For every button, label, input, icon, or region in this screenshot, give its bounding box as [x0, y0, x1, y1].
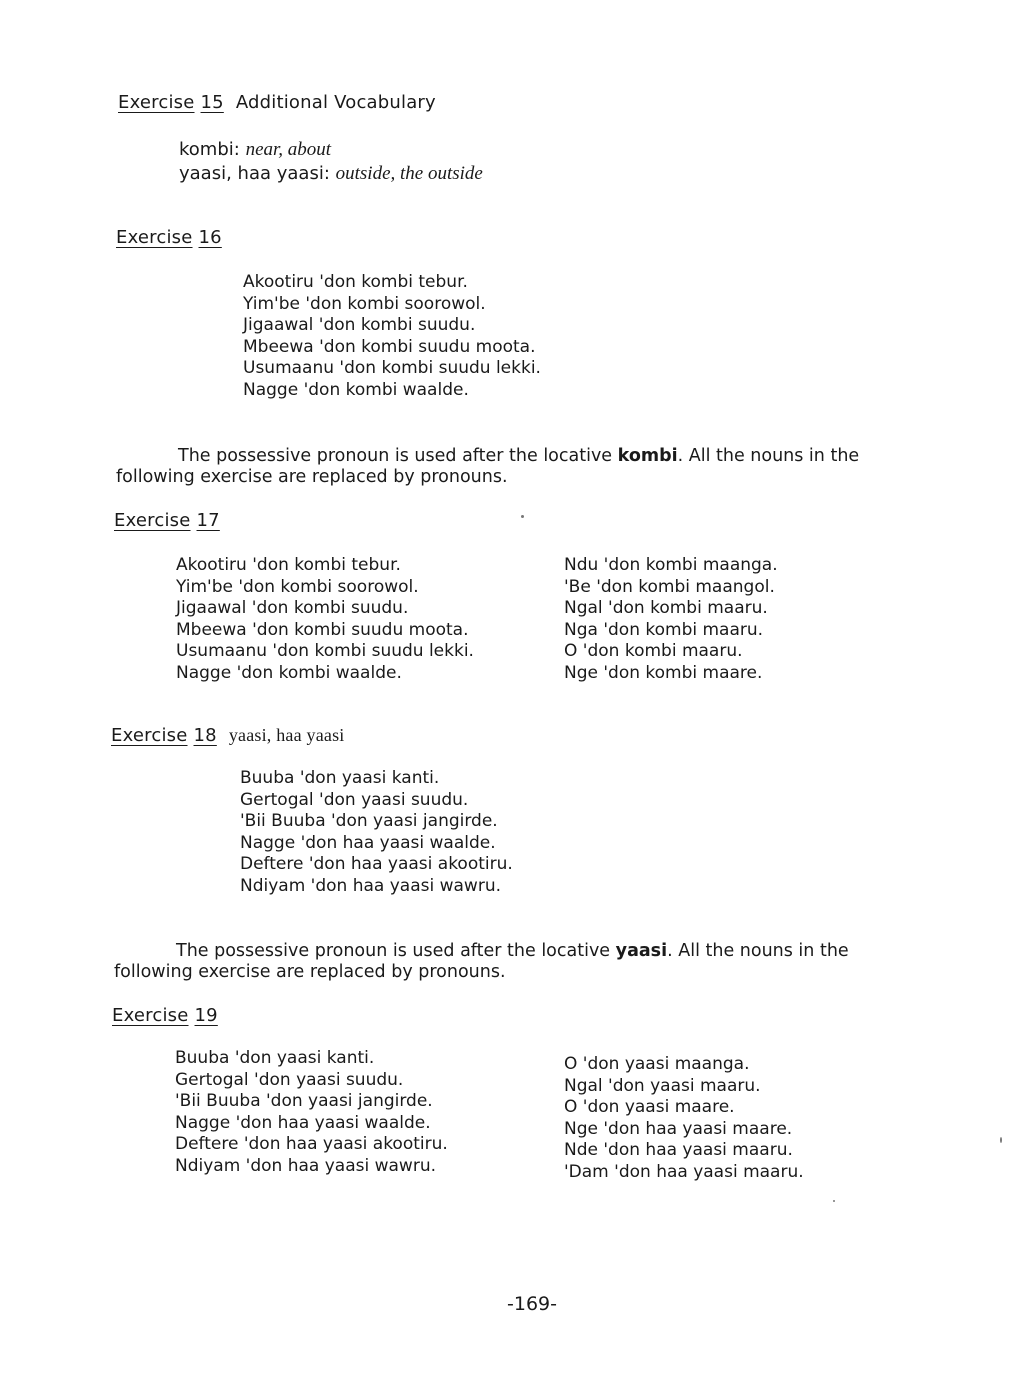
sentence-line: Nde 'don haa yaasi maaru.: [564, 1140, 793, 1161]
sentence-line: O 'don yaasi maare.: [564, 1097, 735, 1118]
paragraph-keyword: yaasi: [615, 941, 668, 961]
sentence-line: Jigaawal 'don kombi suudu.: [243, 315, 476, 336]
exercise-15-heading: [118, 92, 436, 113]
sentence-line: Nga 'don kombi maaru.: [564, 619, 764, 640]
sentence-line: 'Dam 'don haa yaasi maaru.: [564, 1161, 804, 1182]
exercise-label: Exercise: [116, 227, 193, 248]
sentence-line: Gertogal 'don yaasi suudu.: [175, 1069, 404, 1090]
sentence-line: O 'don yaasi maanga.: [564, 1054, 750, 1074]
exercise-number: 18: [193, 725, 217, 746]
vocab-term: kombi:: [179, 139, 240, 160]
exercise-number: 16: [198, 227, 222, 248]
sentence-line: Usumaanu 'don kombi suudu lekki.: [243, 358, 541, 379]
exercise-title: Additional Vocabulary: [235, 92, 436, 113]
sentence-line: Deftere 'don haa yaasi akootiru.: [175, 1134, 448, 1155]
sentence-line: 'Bii Buuba 'don yaasi jangirde.: [240, 811, 498, 832]
exercise-title: yaasi, haa yaasi: [228, 725, 345, 745]
sentence-line: Buuba 'don yaasi kanti.: [240, 768, 440, 788]
sentence-line: Akootiru 'don kombi tebur.: [243, 272, 468, 292]
exercise-19-left-column: [175, 1048, 448, 1178]
paragraph-text: The possessive pronoun is used after the locative: [178, 446, 613, 466]
sentence-line: Deftere 'don haa yaasi akootiru.: [240, 854, 513, 875]
sentence-line: Akootiru 'don kombi tebur.: [176, 555, 401, 575]
sentence-line: Usumaanu 'don kombi suudu lekki.: [176, 641, 474, 662]
exercise-label: Exercise: [112, 1005, 189, 1026]
page-number: -169-: [507, 1293, 557, 1315]
instruction-paragraph: [114, 941, 914, 983]
paragraph-keyword: kombi: [617, 446, 678, 466]
sentence-line: Jigaawal 'don kombi suudu.: [176, 598, 409, 619]
exercise-label: Exercise: [111, 725, 188, 746]
sentence-line: 'Bii Buuba 'don yaasi jangirde.: [175, 1091, 433, 1112]
exercise-18-sentences: [240, 768, 513, 898]
sentence-line: Nagge 'don kombi waalde.: [176, 662, 402, 683]
exercise-number: 15: [200, 92, 224, 113]
exercise-number: 17: [196, 510, 220, 531]
sentence-line: Ngal 'don yaasi maaru.: [564, 1075, 761, 1096]
sentence-line: O 'don kombi maaru.: [564, 641, 743, 662]
vocab-gloss: outside, the outside: [335, 163, 483, 184]
sentence-line: 'Be 'don kombi maangol.: [564, 576, 775, 597]
instruction-paragraph: [116, 446, 916, 488]
exercise-label: Exercise: [114, 510, 191, 531]
paragraph-text: The possessive pronoun is used after the locative: [176, 941, 611, 961]
exercise-number: 19: [194, 1005, 218, 1026]
sentence-line: Nge 'don haa yaasi maare.: [564, 1118, 793, 1139]
sentence-line: Ndu 'don kombi maanga.: [564, 555, 778, 575]
sentence-line: Nagge 'don kombi waalde.: [243, 379, 469, 400]
exercise-17-left-column: [176, 555, 474, 685]
vocab-item: [179, 138, 483, 162]
sentence-line: Ndiyam 'don haa yaasi wawru.: [240, 875, 502, 896]
vocab-gloss: near, about: [245, 139, 332, 160]
vocab-term: yaasi, haa yaasi:: [179, 163, 330, 184]
exercise-17-right-column: [564, 555, 778, 685]
sentence-line: Nge 'don kombi maare.: [564, 662, 763, 683]
sentence-line: Mbeewa 'don kombi suudu moota.: [243, 336, 536, 357]
sentence-line: Yim'be 'don kombi soorowol.: [243, 293, 486, 314]
sentence-line: Buuba 'don yaasi kanti.: [175, 1048, 375, 1068]
sentence-line: Nagge 'don haa yaasi waalde.: [240, 832, 496, 853]
paragraph-text: . All the nouns in the following exercise are replaced by pronouns.: [114, 941, 849, 982]
vocabulary-list: [179, 138, 483, 186]
sentence-line: Ngal 'don kombi maaru.: [564, 598, 768, 619]
vocab-item: [179, 162, 483, 186]
exercise-19-heading: [112, 1005, 218, 1026]
scan-speck: [833, 1200, 835, 1202]
sentence-line: Gertogal 'don yaasi suudu.: [240, 789, 469, 810]
exercise-19-right-column: [564, 1054, 804, 1184]
scan-speck: [521, 515, 524, 518]
sentence-line: Ndiyam 'don haa yaasi wawru.: [175, 1155, 437, 1176]
exercise-17-heading: [114, 510, 220, 531]
sentence-line: Nagge 'don haa yaasi waalde.: [175, 1112, 431, 1133]
exercise-16-sentences: [243, 272, 541, 402]
scan-speck: [1000, 1137, 1002, 1143]
exercise-18-heading: [111, 725, 344, 746]
sentence-line: Mbeewa 'don kombi suudu moota.: [176, 619, 469, 640]
exercise-label: Exercise: [118, 92, 195, 113]
exercise-16-heading: [116, 227, 222, 248]
paragraph-text: . All the nouns in the following exercise are replaced by pronouns.: [116, 446, 860, 487]
sentence-line: Yim'be 'don kombi soorowol.: [176, 576, 419, 597]
